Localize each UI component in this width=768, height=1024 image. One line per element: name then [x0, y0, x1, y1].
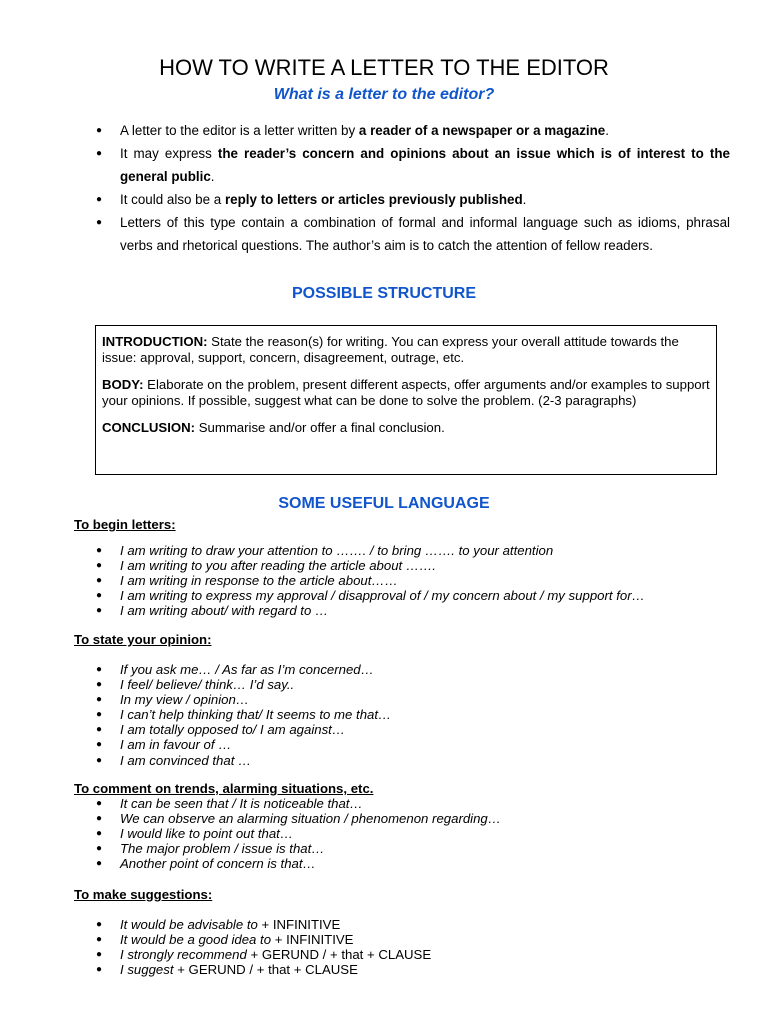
- list-item: ● A letter to the editor is a letter written by a reader of a newspaper or a magazine.: [96, 119, 730, 142]
- list-item: ● Letters of this type contain a combination of formal and informal language such as idioms, phrasal verbs and rhetorical questions. The author’s aim is to catch the attention of fellow readers.: [96, 211, 730, 257]
- list-item: ● I am writing to express my approval / disapproval of / my concern about / my support for…: [96, 588, 736, 603]
- phrase-list-comment-trends: [96, 796, 736, 871]
- list-item: ● I am totally opposed to/ I am against…: [96, 722, 736, 737]
- list-item: ● It could also be a reply to letters or articles previously published.: [96, 188, 730, 211]
- list-item: ● I am writing to draw your attention to ……. / to bring ……. to your attention: [96, 543, 736, 558]
- list-item: ● If you ask me… / As far as I’m concerned…: [96, 662, 736, 677]
- list-item: ● I strongly recommend + GERUND / + that + CLAUSE: [96, 947, 736, 962]
- group-heading-comment-trends: To comment on trends, alarming situations, etc.: [74, 781, 374, 796]
- list-item: ● I am in favour of …: [96, 737, 736, 752]
- phrase-list-state-opinion: [96, 662, 736, 768]
- list-item: ● It can be seen that / It is noticeable that…: [96, 796, 736, 811]
- structure-conclusion: CONCLUSION: Summarise and/or offer a final conclusion.: [102, 420, 445, 435]
- list-item: ● I am writing about/ with regard to …: [96, 603, 736, 618]
- list-item: ● Another point of concern is that…: [96, 856, 736, 871]
- structure-body: BODY: Elaborate on the problem, present different aspects, offer arguments and/or examples to support your opinions. If possible, suggest what can be done to solve the problem. (2-3 paragraphs): [102, 377, 710, 408]
- list-item: ● I can’t help thinking that/ It seems to me that…: [96, 707, 736, 722]
- list-item: ● I feel/ believe/ think… I’d say..: [96, 677, 736, 692]
- list-item: ● It may express the reader’s concern and opinions about an issue which is of interest to the general public.: [96, 142, 730, 188]
- list-item: ● I am writing in response to the article about……: [96, 573, 736, 588]
- page-title: HOW TO WRITE A LETTER TO THE EDITOR: [159, 54, 609, 80]
- structure-introduction: INTRODUCTION: State the reason(s) for writing. You can express your overall attitude towards the issue: approval, support, concern, disagreement, outrage, etc.: [102, 334, 679, 365]
- group-heading-state-opinion: To state your opinion:: [74, 632, 212, 647]
- list-item: ● In my view / opinion…: [96, 692, 736, 707]
- intro-list: [96, 119, 730, 257]
- group-heading-make-suggestions: To make suggestions:: [74, 887, 213, 902]
- subtitle: What is a letter to the editor?: [273, 86, 495, 103]
- list-item: ● I am convinced that …: [96, 753, 736, 768]
- list-item: ● I am writing to you after reading the article about …….: [96, 558, 736, 573]
- structure-heading: POSSIBLE STRUCTURE: [291, 285, 476, 302]
- list-item: ● It would be advisable to + INFINITIVE: [96, 917, 736, 932]
- list-item: ● I suggest + GERUND / + that + CLAUSE: [96, 962, 736, 977]
- structure-box: [95, 325, 717, 475]
- language-heading: SOME USEFUL LANGUAGE: [278, 495, 490, 512]
- phrase-list-begin-letters: [96, 543, 736, 618]
- list-item: ● We can observe an alarming situation / phenomenon regarding…: [96, 811, 736, 826]
- list-item: ● It would be a good idea to + INFINITIVE: [96, 932, 736, 947]
- list-item: ● I would like to point out that…: [96, 826, 736, 841]
- group-heading-begin-letters: To begin letters:: [74, 517, 176, 532]
- list-item: ● The major problem / issue is that…: [96, 841, 736, 856]
- phrase-list-make-suggestions: [96, 917, 736, 977]
